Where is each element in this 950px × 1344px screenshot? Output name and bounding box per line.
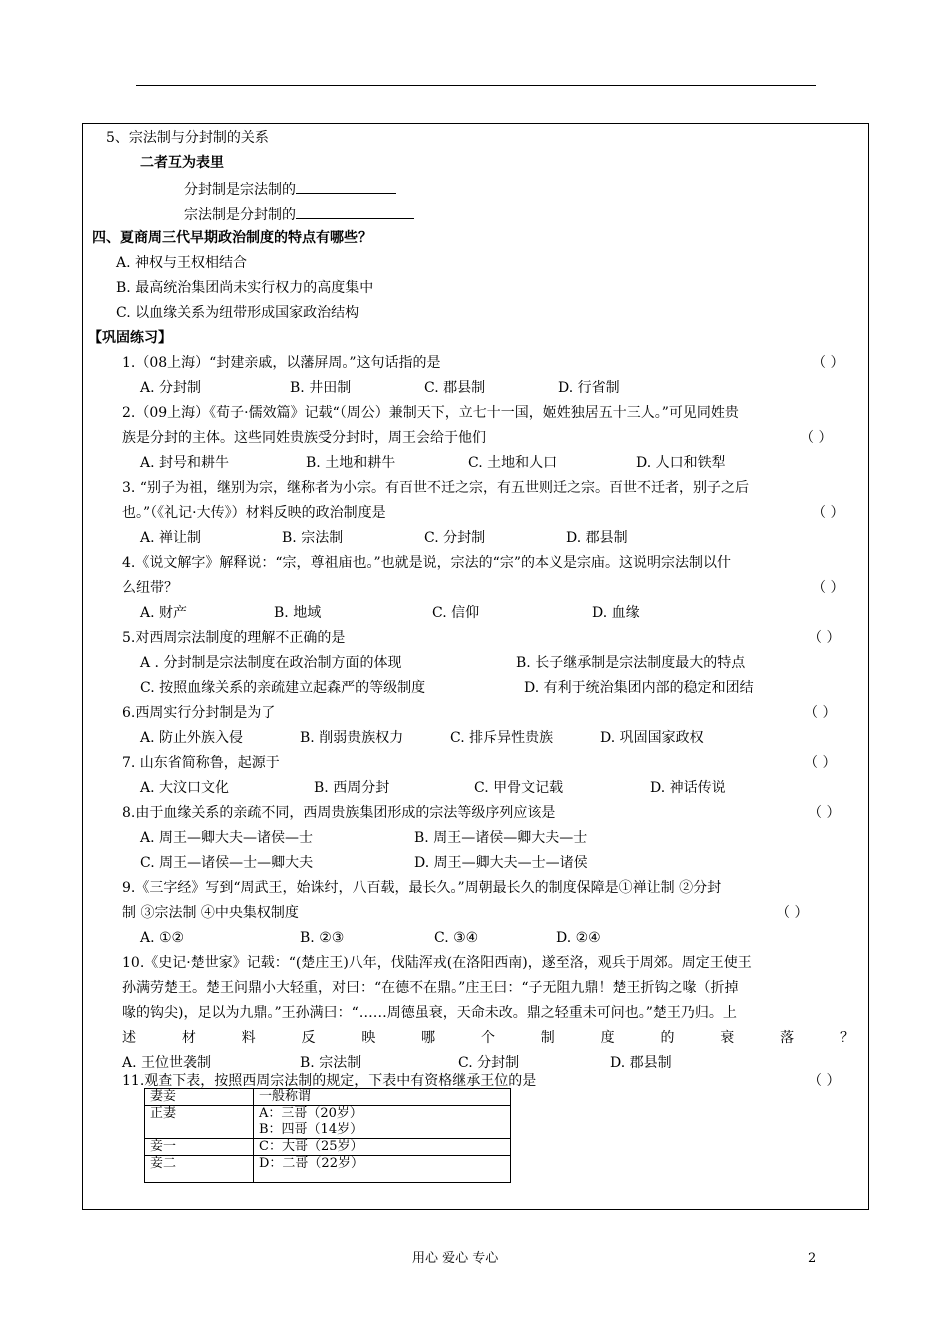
table-cell: A：三哥（20岁） B：四哥（14岁） [254, 1106, 511, 1139]
table-cell: 妾二 [145, 1156, 254, 1183]
q2-stem-line-2: 族是分封的主体。这些同姓贵族受分封时，周王会给于他们 [122, 430, 486, 446]
page-number: 2 [808, 1251, 817, 1266]
q9-option-d: D. ②④ [556, 930, 601, 946]
q11-stem: 11.观查下表，按照西周宗法制的规定，下表中有资格继承王位的是 [122, 1073, 537, 1089]
q5-option-b: B. 长子继承制是宗法制度最大的特点 [516, 655, 746, 671]
q10-option-d: D. 郡县制 [610, 1055, 672, 1071]
q10-char: 衰 [720, 1030, 735, 1046]
q2-option-a: A. 封号和耕牛 [140, 455, 230, 471]
q8-option-a: A. 周王—卿大夫—诸侯—士 [140, 830, 314, 846]
q10-char: 述 [122, 1030, 136, 1046]
q2-option-b: B. 土地和耕牛 [306, 455, 396, 471]
q4-option-b: B. 地域 [274, 605, 322, 621]
q1-answer-bracket[interactable]: （ ） [812, 355, 845, 371]
q3-answer-bracket[interactable]: （ ） [812, 505, 845, 521]
q10-option-a: A. 王位世袭制 [122, 1055, 212, 1071]
q8-option-b: B. 周王—诸侯—卿大夫—士 [414, 830, 588, 846]
q1-option-a: A. 分封制 [140, 380, 202, 396]
q8-answer-bracket[interactable]: （ ） [808, 805, 841, 821]
q3-option-c: C. 分封制 [424, 530, 486, 546]
header-rule [136, 85, 816, 86]
table-header-cell: 一般称谓 [254, 1089, 511, 1106]
table-row [145, 1106, 511, 1139]
fill-blank[interactable] [296, 203, 414, 219]
q9-stem-line-2: 制 ③宗法制 ④中央集权制度 [122, 905, 299, 921]
q6-option-c: C. 排斥异性贵族 [450, 730, 554, 746]
q6-option-a: A. 防止外族入侵 [140, 730, 244, 746]
q10-char: 制 [540, 1030, 555, 1046]
practice-title: 【巩固练习】 [88, 330, 172, 346]
q10-stem-line-3: 喙的钩尖)，足以为九鼎。”王孙满曰：“……周德虽衰，天命未改。鼎之轻重未可问也。”楚王乃归。上 [122, 1005, 737, 1021]
q5-answer-bracket[interactable]: （ ） [808, 630, 841, 646]
section-5-title: 5、宗法制与分封制的关系 [106, 130, 269, 146]
q4-stem-line-1: 4.《说文解字》解释说：“宗，尊祖庙也。”也就是说，宗法的“宗”的本义是宗庙。这说明宗法制以什 [122, 555, 731, 571]
q2-option-c: C. 土地和人口 [468, 455, 558, 471]
q10-char: 度 [600, 1030, 615, 1046]
q3-stem-line-2: 也。”（《礼记·大传》）材料反映的政治制度是 [122, 505, 386, 521]
table-row [145, 1139, 511, 1156]
section-5-line-2: 宗法制是分封制的 [184, 203, 414, 225]
q4-option-a: A. 财产 [140, 605, 188, 621]
q7-stem: 7. 山东省简称鲁，起源于 [122, 755, 280, 771]
q1-option-c: C. 郡县制 [424, 380, 486, 396]
q10-char: 落 [780, 1030, 795, 1046]
q10-char: ？ [839, 1030, 854, 1046]
q6-option-b: B. 削弱贵族权力 [300, 730, 404, 746]
section-4-item-b: B. 最高统治集团尚未实行权力的高度集中 [116, 280, 374, 296]
q9-option-a: A. ①② [140, 930, 185, 946]
q10-stem-line-4 [122, 1028, 854, 1048]
q7-option-d: D. 神话传说 [650, 780, 726, 796]
q10-char: 哪 [421, 1030, 436, 1046]
q3-option-a: A. 禅让制 [140, 530, 202, 546]
q8-stem: 8.由于血缘关系的亲疏不同，西周贵族集团形成的宗法等级序列应该是 [122, 805, 556, 821]
q7-option-c: C. 甲骨文记载 [474, 780, 564, 796]
table-header-cell: 妻妾 [145, 1089, 254, 1106]
fill-blank[interactable] [296, 178, 396, 194]
q4-option-d: D. 血缘 [592, 605, 640, 621]
section-4-item-c: C. 以血缘关系为纽带形成国家政治结构 [116, 305, 360, 321]
q11-family-table [144, 1088, 511, 1183]
q6-option-d: D. 巩固国家政权 [600, 730, 704, 746]
table-cell: D：二哥（22岁） [254, 1156, 511, 1183]
table-cell: 妾一 [145, 1139, 254, 1156]
q3-option-d: D. 郡县制 [566, 530, 628, 546]
q3-stem-line-1: 3. “别子为祖，继别为宗，继称者为小宗。有百世不迁之宗，有五世则迁之宗。百世不迁者，别子之后 [122, 480, 749, 496]
q1-stem: 1.（08上海）“封建亲戚，以藩屏周。”这句话指的是 [122, 355, 441, 371]
q2-stem-line-1: 2.（09上海）《荀子·儒效篇》记载“（周公）兼制天下，立七十一国，姬姓独居五十三人。”可见同姓贵 [122, 405, 739, 421]
q8-option-d: D. 周王—卿大夫—士—诸侯 [414, 855, 588, 871]
q1-option-b: B. 井田制 [290, 380, 352, 396]
q10-char: 的 [660, 1030, 675, 1046]
q10-char: 映 [361, 1030, 376, 1046]
q2-option-d: D. 人口和铁犁 [636, 455, 726, 471]
table-header-row [145, 1089, 511, 1106]
q9-answer-bracket[interactable]: （ ） [776, 905, 809, 921]
q11-answer-bracket[interactable]: （ ） [808, 1073, 841, 1089]
q5-option-a: A . 分封制是宗法制度在政治制方面的体现 [140, 655, 402, 671]
section-4-title: 四、夏商周三代早期政治制度的特点有哪些？ [92, 230, 372, 246]
q9-option-b: B. ②③ [300, 930, 345, 946]
table-cell: 正妻 [145, 1106, 254, 1139]
q10-char: 料 [241, 1030, 256, 1046]
q10-stem-line-1: 10.《史记·楚世家》记载：“(楚庄王)八年，伐陆浑戎(在洛阳西南)，遂至洛，观兵于周郊。周定王使王 [122, 955, 752, 971]
q4-option-c: C. 信仰 [432, 605, 480, 621]
q9-stem-line-1: 9.《三字经》写到“周武王，始诛纣，八百载，最长久。”周朝最长久的制度保障是①禅让制 ②分封 [122, 880, 722, 896]
q7-option-a: A. 大汶口文化 [140, 780, 230, 796]
section-5-point: 二者互为表里 [140, 155, 224, 171]
section-4-item-a: A. 神权与王权相结合 [116, 255, 248, 271]
q5-option-c: C. 按照血缘关系的亲疏建立起森严的等级制度 [140, 680, 426, 696]
q7-answer-bracket[interactable]: （ ） [804, 755, 837, 771]
q4-stem-line-2: 么纽带？ [122, 580, 178, 596]
q7-option-b: B. 西周分封 [314, 780, 390, 796]
q5-option-d: D. 有利于统治集团内部的稳定和团结 [524, 680, 754, 696]
q2-answer-bracket[interactable]: （ ） [800, 430, 833, 446]
q10-option-c: C. 分封制 [458, 1055, 520, 1071]
q10-char: 个 [480, 1030, 495, 1046]
q10-stem-line-2: 孙满劳楚王。楚王问鼎小大轻重，对曰：“在德不在鼎。”庄王曰：“子无阻九鼎！楚王折钩之喙（折掉 [122, 980, 739, 996]
q1-option-d: D. 行省制 [558, 380, 620, 396]
q8-option-c: C. 周王—诸侯—士—卿大夫 [140, 855, 314, 871]
q4-answer-bracket[interactable]: （ ） [812, 580, 845, 596]
table-cell: C：大哥（25岁） [254, 1139, 511, 1156]
q10-option-b: B. 宗法制 [300, 1055, 362, 1071]
q6-stem: 6.西周实行分封制是为了 [122, 705, 276, 721]
table-row [145, 1156, 511, 1183]
section-5-line-1: 分封制是宗法制的 [184, 178, 396, 200]
q9-option-c: C. ③④ [434, 930, 479, 946]
q6-answer-bracket[interactable]: （ ） [804, 705, 837, 721]
q3-option-b: B. 宗法制 [282, 530, 344, 546]
q10-char: 反 [301, 1030, 316, 1046]
q5-stem: 5.对西周宗法制度的理解不正确的是 [122, 630, 346, 646]
footer-motto: 用心 爱心 专心 [412, 1251, 499, 1266]
q10-char: 材 [181, 1030, 196, 1046]
